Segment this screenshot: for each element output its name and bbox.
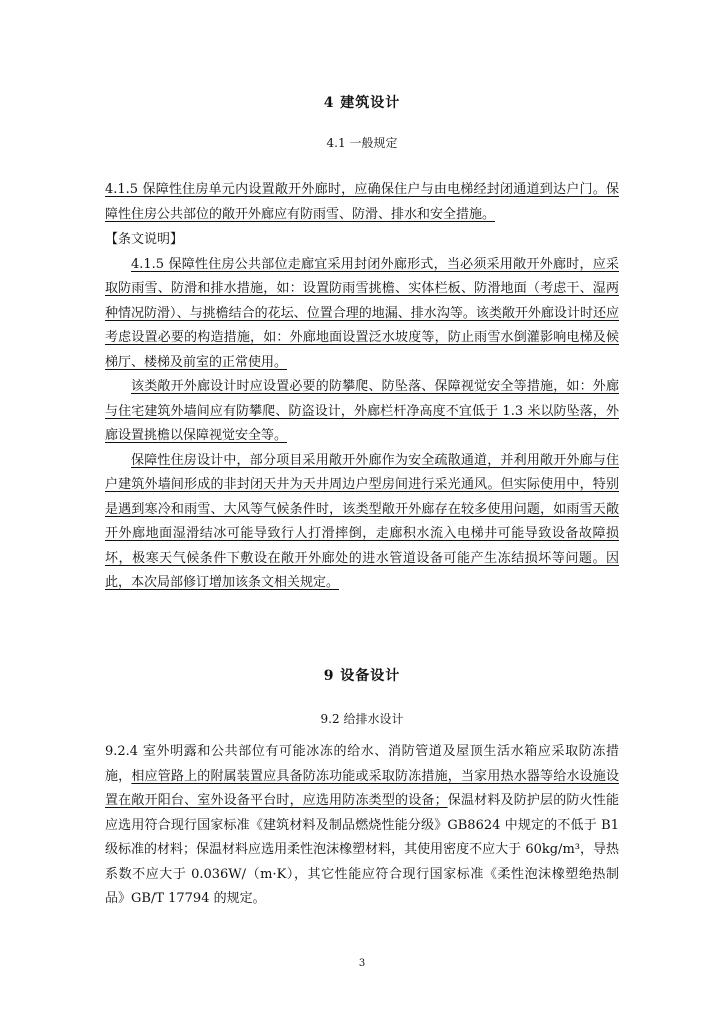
clause-4-1-5 [105,178,619,227]
subsection-heading-9-2: 9.2 给排水设计 [320,712,404,726]
page-number: 3 [358,958,366,969]
explanation-paragraph: 保障性住房设计中，部分项目采用敞开外廊作为安全疏散通道，并利用敞开外廊与住户建筑外墙间形成的非封闭天井为天井周边户型房间进行采光通风。但实际使用中，特别是遇到寒冷和雨雪、大风等气候条件时，该类型敞开外廊存在较多使用问题，如雨雪天敞开外廊地面湿滑结冰可能导致行人打滑摔倒，走廊积水流入电梯井可能导致设备故障损坏，极寒天气候条件下敷设在敞开外廊处的进水管道设备可能产生冻结损坏等问题。因此，本次局部修订增加该条文相关规定。 [105,452,619,590]
explanation-paragraph: 4.1.5 保障性住房公共部位走廊宜采用封闭外廊形式，当必须采用敞开外廊时，应采取防雨雪、防滑和排水措施，如：设置防雨雪挑檐、实体栏板、防滑地面（考虑干、湿两种情况防滑）、与挑檐结合的花坛、位置合理的地漏、排水沟等。该类敞开外廊设计时还应考虑设置必要的构造措施，如：外廊地面设置泛水坡度等，防止雨雪水倒灌影响电梯及候梯厅、楼梯及前室的正常使用。 [105,256,619,370]
clause-underlined: 相应管路上的附属装置应具备防冻功能或采取防冻措施，当家用热水器等给水设施设置在敞开阳台、室外设备平台时，应选用防冻类型的设备； [105,768,619,808]
explanation-label: 【条文说明】 [105,232,184,247]
clause-plain-b: 保温材料及防护层的防火性能应选用符合现行国家标准《建筑材料及制品燃烧性能分级》GB8624 中规定的不低于 B1 级标准的材料；保温材料应选用柔性泡沫橡塑材料，其使用密度不应大于 60kg/m³，导热系数不应大于 0.036W/（m·K），其它性能应符合现行国家标准《柔性泡沫橡塑绝热制品》GB/T 17794 的规定。 [105,793,619,906]
section-heading-9: 9 设备设计 [323,668,401,684]
explanation-block [105,228,619,596]
explanation-paragraph: 该类敞开外廊设计时应设置必要的防攀爬、防坠落、保障视觉安全等措施，如：外廊与住宅建筑外墙间应有防攀爬、防盗设计，外廊栏杆净高度不宜低于 1.3 米以防坠落，外廊设置挑檐以保障视觉安全等。 [105,379,619,443]
clause-plain-a: 9.2.4 室外明露和公共部位有可能冰冻的给水、消防管道及屋顶生活水箱应采取防冻措施， [105,744,619,784]
clause-9-2-4 [105,740,619,912]
clause-text: 4.1.5 保障性住房单元内设置敞开外廊时，应确保住户与由电梯经封闭通道到达户门。保障性住房公共部位的敞开外廊应有防雨雪、防滑、排水和安全措施。 [105,182,619,222]
subsection-heading-4-1: 4.1 一般规定 [326,136,398,150]
clause-text [105,740,619,912]
section-heading-4: 4 建筑设计 [323,95,401,111]
